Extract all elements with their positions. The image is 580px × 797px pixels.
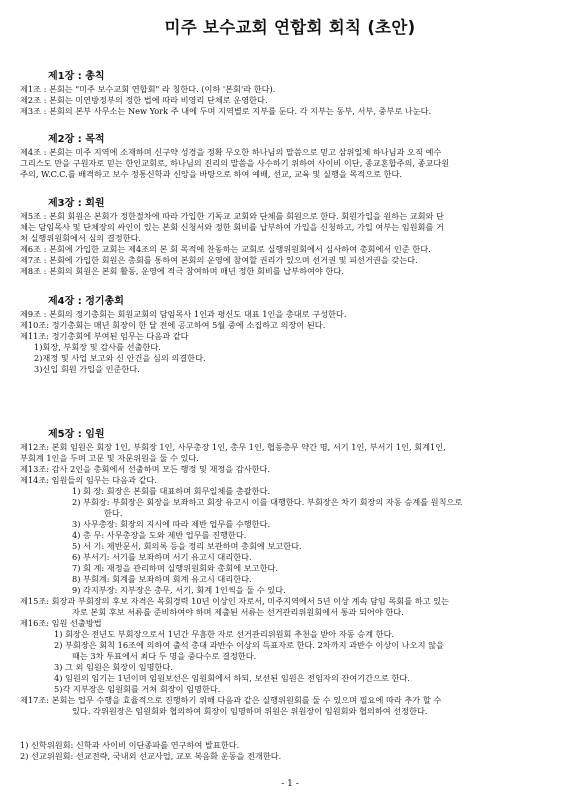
chapter-4 — [20, 295, 568, 375]
article-line: 제1조 : 본회는 "미주 보수교회 연합회" 라 칭한다. (이하 '본회'라 한다). — [20, 84, 276, 94]
list-item: 3)신입 회원 가입을 인준한다. — [34, 364, 140, 374]
chapter-5-heading: 제5장 : 임원 — [48, 429, 105, 440]
article-line: 8) 부회계: 회계를 보좌하며 회계 유고시 대리한다. — [72, 574, 252, 584]
article-line: 자로 본회 후보 서류를 준비하여야 하며 제출된 서류는 선거관리위원회에서 통과 되어야 한다. — [72, 607, 404, 617]
article-line: 제3조 : 본회의 본부 사무소는 New York 주 내에 두며 지역별로 지부를 둔다. 각 지부는 동부, 서부, 중부로 나눈다. — [20, 106, 432, 116]
article-line: 제13조: 감사 2인을 총회에서 선출하며 모든 행정 및 재정을 감사한다. — [20, 464, 271, 474]
article-line: 제9조 : 본회의 정기총회는 회원교회의 담임목사 1인과 평신도 대표 1인을 총대로 구성한다. — [20, 309, 347, 319]
chapter-2-heading: 제2장 : 목적 — [48, 134, 105, 145]
article-line: 5)각 지부장은 임원회를 거쳐 회장이 임명한다. — [54, 684, 221, 694]
article-line: 제6조 : 본회에 가입한 교회는 제4조의 본 회 목적에 찬동하는 교회로 실행위원회에서 심사하여 총회에서 인준 한다. — [20, 244, 431, 254]
article-line: 제15조: 회장과 부회장의 후보 자격은 목회경력 10년 이상인 자로서, 미주지역에서 5년 이상 계속 담임 목회를 하고 있는 — [20, 596, 449, 606]
article-line: 2) 선교위원회: 선교전략, 국내외 선교사업, 교포 복음화 운동을 전개한다. — [20, 751, 282, 761]
article-line: 5) 서 기: 제반문서, 회의록 등을 정리 보관하며 총회에 보고한다. — [72, 541, 302, 551]
article-line: 7) 회 계: 재정을 관리하며 실행위원회와 총회에 보고한다. — [72, 563, 278, 573]
article-line: 주의, W.C.C.를 배격하고 보수 정통신학과 신앙을 바탕으로 하여 예배, 선교, 교육 및 실행을 목적으로 한다. — [20, 169, 403, 179]
chapter-5 — [20, 428, 568, 717]
chapter-5-articles — [20, 442, 568, 717]
article-line: 제12조: 본회 임원은 회장 1인, 부회장 1인, 사무총장 1인, 총무 1인, 협동총무 약간 명, 서기 1인, 부서기 1인, 회계1인, — [20, 442, 446, 452]
chapter-1-heading: 제1장 : 총칙 — [48, 71, 105, 82]
article-line: 그리스도 만을 구원자로 믿는 한인교회로, 하나님의 진리의 말씀을 사수하기 위하여 사이비 이단, 종교혼합주의, 종교다원 — [20, 158, 450, 168]
article-line: 4) 총 무: 사무총장을 도와 제반 업무를 진행한다. — [72, 530, 247, 540]
chapter-1 — [20, 70, 568, 117]
chapter-3 — [20, 197, 568, 277]
article-line: 6) 부서기: 서기를 보좌하며 서기 유고시 대리한다. — [72, 552, 252, 562]
committee-list — [20, 740, 568, 762]
article-line: 제7조 : 본회에 가입한 회원은 총회를 통하여 본회의 운영에 참여할 권리가 있으며 선거권 및 피선거권을 갖는다. — [20, 255, 418, 265]
article-line: 2) 부회장은 회칙 16조에 의하여 출석 총대 과반수 이상의 득표자로 한다. 2차까지 과반수 이상이 나오지 않을 — [54, 640, 444, 650]
article-line: 제10조: 정기총회는 매년 회장이 한 달 전에 공고하여 5월 중에 소집하고 의장이 된다. — [20, 320, 326, 330]
committee-items — [20, 740, 568, 762]
article-line: 3) 그 외 임원은 회장이 임명한다. — [54, 662, 173, 672]
article-line: 쳐 실행위원회에서 심의 결정한다. — [20, 233, 142, 243]
page-number: - 1 - — [281, 779, 299, 789]
article-line: 4) 임원의 임기는 1년이며 임원보선은 임원회에서 하되, 보선된 임원은 전임자의 잔여기간으로 한다. — [54, 673, 410, 683]
article-line: 제8조 : 본회의 회원은 본회 활동, 운영에 적극 참여하며 매년 정한 회비를 납부하여야 한다. — [20, 266, 344, 276]
chapter-3-heading: 제3장 : 회원 — [48, 198, 105, 209]
list-item: 2)재정 및 사업 보고와 신 안건을 심의 의결한다. — [34, 353, 206, 363]
article-line: 1) 신학위원회: 신학과 사이비 이단종파를 연구하여 발표한다. — [20, 740, 240, 750]
article-line: 부회계 1인을 두며 고문 및 자문위원을 둘 수 있다. — [20, 453, 199, 463]
article-line: 제14조: 임원들의 임무는 다음과 같다. — [20, 475, 157, 485]
article-line: 제17조: 본회는 업무 수행을 효율적으로 진행하기 위해 다음과 같은 실행위원회를 둘 수 있으며 필요에 따라 추가 할 수 — [20, 695, 442, 705]
article-line: 체는 담임목사 및 단체장의 싸인이 있는 본회 신청서와 정한 회비를 납부하여 가입을 신청하고, 가입 여부는 임원회를 거 — [20, 222, 444, 232]
article-line: 1) 회 장: 회장은 본회를 대표하며 회무일체를 총괄한다. — [72, 486, 271, 496]
article-line: 제5조 : 본회 회원은 본회가 정한절차에 따라 가입한 기독교 교회와 단체를 회원으로 한다. 회원가입을 원하는 교회와 단 — [20, 211, 444, 221]
chapter-2 — [20, 133, 568, 180]
article-line: 3) 사무총장: 회장의 지시에 따라 제반 업무를 수행한다. — [72, 519, 271, 529]
article-line: 2) 부회장: 부회장은 회장을 보좌하고 회장 유고시 이를 대행한다. 부회장은 차기 회장의 자동 승계를 원칙으로 — [72, 497, 463, 507]
article-line: 제11조: 정기총회에 부여된 임무는 다음과 같다 — [20, 331, 189, 341]
article-line: 한다. — [104, 508, 123, 518]
article-line: 9) 각지부장: 지부장은 총무, 서기, 회계 1인씩을 둘 수 있다. — [72, 585, 286, 595]
article-line: 제4조 : 본회는 미주 지역에 소재하며 신구약 성경을 정확 무오한 하나님의 말씀으로 믿고 삼위일체 하나님과 오직 예수 — [20, 147, 442, 157]
article-line: 때는 3차 투표에서 최다 두 명을 중다수로 결정한다. — [72, 651, 257, 661]
article-line: 제16조: 임원 선출방법 — [20, 618, 102, 628]
document-title: 미주 보수교회 연합회 회칙 (초안) — [164, 18, 416, 37]
list-item: 1)회장, 부회장 및 감사를 선출한다. — [34, 342, 161, 352]
article-line: 제2조 : 본회는 미연방정부의 정한 법에 따라 비영리 단체로 운영한다. — [20, 95, 268, 105]
article-line: 있다. 각위원장은 임원회와 협의하여 회장이 임명하며 위원은 위원장이 임원회와 협의하여 선정한다. — [72, 706, 428, 716]
chapter-4-heading: 제4장 : 정기총회 — [48, 296, 124, 307]
article-line: 1) 회장은 전년도 부회장으로서 1년간 무흠한 자로 선거관리위원회 추천을 받아 자동 승계 한다. — [54, 629, 395, 639]
